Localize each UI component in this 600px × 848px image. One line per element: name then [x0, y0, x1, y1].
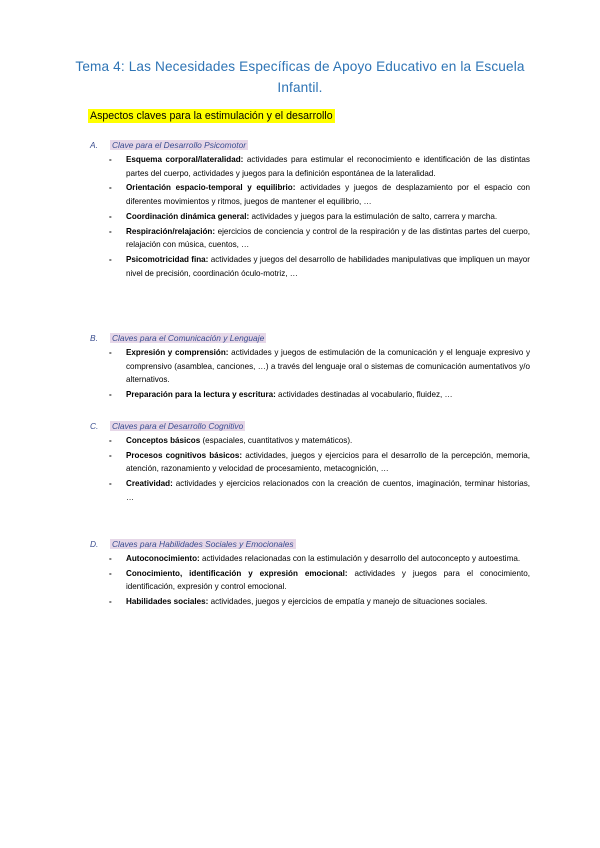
- item-text: actividades y juegos de desplazamiento por el espacio con diferentes movimientos y ritmos, juegos de mantener el equilibrio, …: [126, 183, 530, 207]
- dash-bullet-icon: -: [109, 390, 112, 400]
- section-socioemocional: [90, 537, 530, 609]
- list-item: [90, 567, 530, 594]
- item-text: ejercicios de conciencia y control de la respiración y de las distintas partes del cuerpo, relajación con música, cuentos, …: [126, 226, 530, 250]
- section-letter: D.: [90, 539, 99, 549]
- item-text: (espaciales, cuantitativos y matemáticos).: [200, 436, 353, 445]
- list-item: [90, 153, 530, 180]
- dash-bullet-icon: -: [109, 436, 112, 445]
- section-title: Clave para el Desarrollo Psicomotor: [112, 140, 247, 150]
- list-item: [90, 434, 530, 448]
- item-term: Conocimiento, identificación y expresión emocional:: [126, 568, 348, 578]
- dash-bullet-icon: -: [109, 568, 112, 578]
- item-list: [90, 346, 530, 402]
- item-term: Expresión y comprensión:: [126, 348, 229, 357]
- item-term: Creatividad:: [126, 479, 173, 489]
- item-text: actividades, juegos y ejercicios de empatía y manejo de situaciones sociales.: [208, 597, 488, 607]
- section-letter: A.: [90, 140, 98, 150]
- item-term: Habilidades sociales:: [126, 597, 209, 607]
- section-heading: [90, 138, 530, 152]
- section-psicomotor: [90, 138, 530, 280]
- section-title: Claves para el Desarrollo Cognitivo: [112, 421, 244, 431]
- item-term: Conceptos básicos: [126, 436, 201, 445]
- item-term: Autoconocimiento:: [126, 554, 200, 563]
- list-item: [90, 595, 530, 609]
- section-comunicacion: [90, 331, 530, 402]
- dash-bullet-icon: -: [109, 554, 112, 563]
- item-text: actividades y juegos del desarrollo de habilidades manipulativas que impliquen un mayor nivel de precisión, coordinación óculo-motriz, …: [126, 254, 530, 278]
- item-term: Esquema corporal/lateralidad:: [126, 155, 244, 164]
- section-title: Claves para el Comunicación y Lenguaje: [112, 333, 265, 343]
- dash-bullet-icon: -: [109, 211, 112, 221]
- dash-bullet-icon: -: [109, 183, 112, 193]
- item-text: actividades y juegos para la estimulación de salto, carrera y marcha.: [249, 211, 498, 221]
- item-text: actividades, juegos y ejercicios para el desarrollo de la percepción, memoria, atención, razonamiento y velocidad de procesamiento, metacognición, …: [126, 450, 531, 474]
- item-list: [90, 434, 530, 505]
- item-text: actividades destinadas al vocabulario, fluidez, …: [275, 390, 453, 400]
- page-title: Tema 4: Las Necesidades Específicas de Apoyo Educativo en la Escuela Infantil.: [75, 59, 525, 95]
- dash-bullet-icon: -: [109, 155, 112, 164]
- dash-bullet-icon: -: [109, 226, 112, 236]
- list-item: [90, 181, 530, 208]
- list-item: [90, 346, 530, 387]
- dash-bullet-icon: -: [109, 254, 112, 264]
- section-heading: [90, 537, 530, 551]
- dash-bullet-icon: -: [109, 348, 112, 357]
- item-term: Psicomotricidad fina:: [126, 254, 209, 264]
- item-text: actividades y juegos de estimulación de la comunicación y el lenguaje expresivo y comprensivo (asamblea, canciones, …) a través del lenguaje oral o sistemas de comunicación aumentativos y/o alternativos.: [126, 348, 530, 385]
- dash-bullet-icon: -: [109, 597, 112, 607]
- list-item: [90, 388, 530, 402]
- section-heading: [90, 331, 530, 345]
- section-heading: [90, 419, 530, 433]
- list-item: [90, 552, 530, 566]
- item-text: actividades para estimular el reconocimiento e identificación de las distintas partes del cuerpo, actividades y juegos para la definición espontánea de la lateralidad.: [126, 155, 530, 178]
- item-term: Orientación espacio-temporal y equilibrio:: [126, 183, 296, 193]
- item-text: actividades relacionadas con la estimulación y desarrollo del autoconcepto y autoestima.: [199, 554, 521, 563]
- item-list: [90, 153, 530, 280]
- item-term: Coordinación dinámica general:: [126, 211, 250, 221]
- item-term: Preparación para la lectura y escritura:: [126, 390, 276, 400]
- dash-bullet-icon: -: [109, 450, 112, 460]
- list-item: [90, 225, 530, 252]
- list-item: [90, 253, 530, 280]
- section-letter: C.: [90, 421, 99, 431]
- highlighted-subtitle: [88, 110, 335, 123]
- item-text: actividades y ejercicios relacionados con la creación de cuentos, imaginación, terminar historias, …: [126, 479, 530, 502]
- section-letter: B.: [90, 333, 98, 343]
- section-title: Claves para Habilidades Sociales y Emocionales: [112, 539, 294, 549]
- list-item: [90, 477, 530, 504]
- dash-bullet-icon: -: [109, 479, 112, 489]
- item-term: Respiración/relajación:: [126, 226, 216, 236]
- list-item: [90, 210, 530, 224]
- list-item: [90, 449, 530, 476]
- item-term: Procesos cognitivos básicos:: [126, 450, 243, 460]
- subtitle-text: Aspectos claves para la estimulación y el desarrollo: [90, 110, 333, 122]
- item-list: [90, 552, 530, 609]
- item-text: actividades y juegos para el conocimiento, identificación, expresión y control emocional.: [126, 568, 530, 592]
- section-cognitivo: [90, 419, 530, 505]
